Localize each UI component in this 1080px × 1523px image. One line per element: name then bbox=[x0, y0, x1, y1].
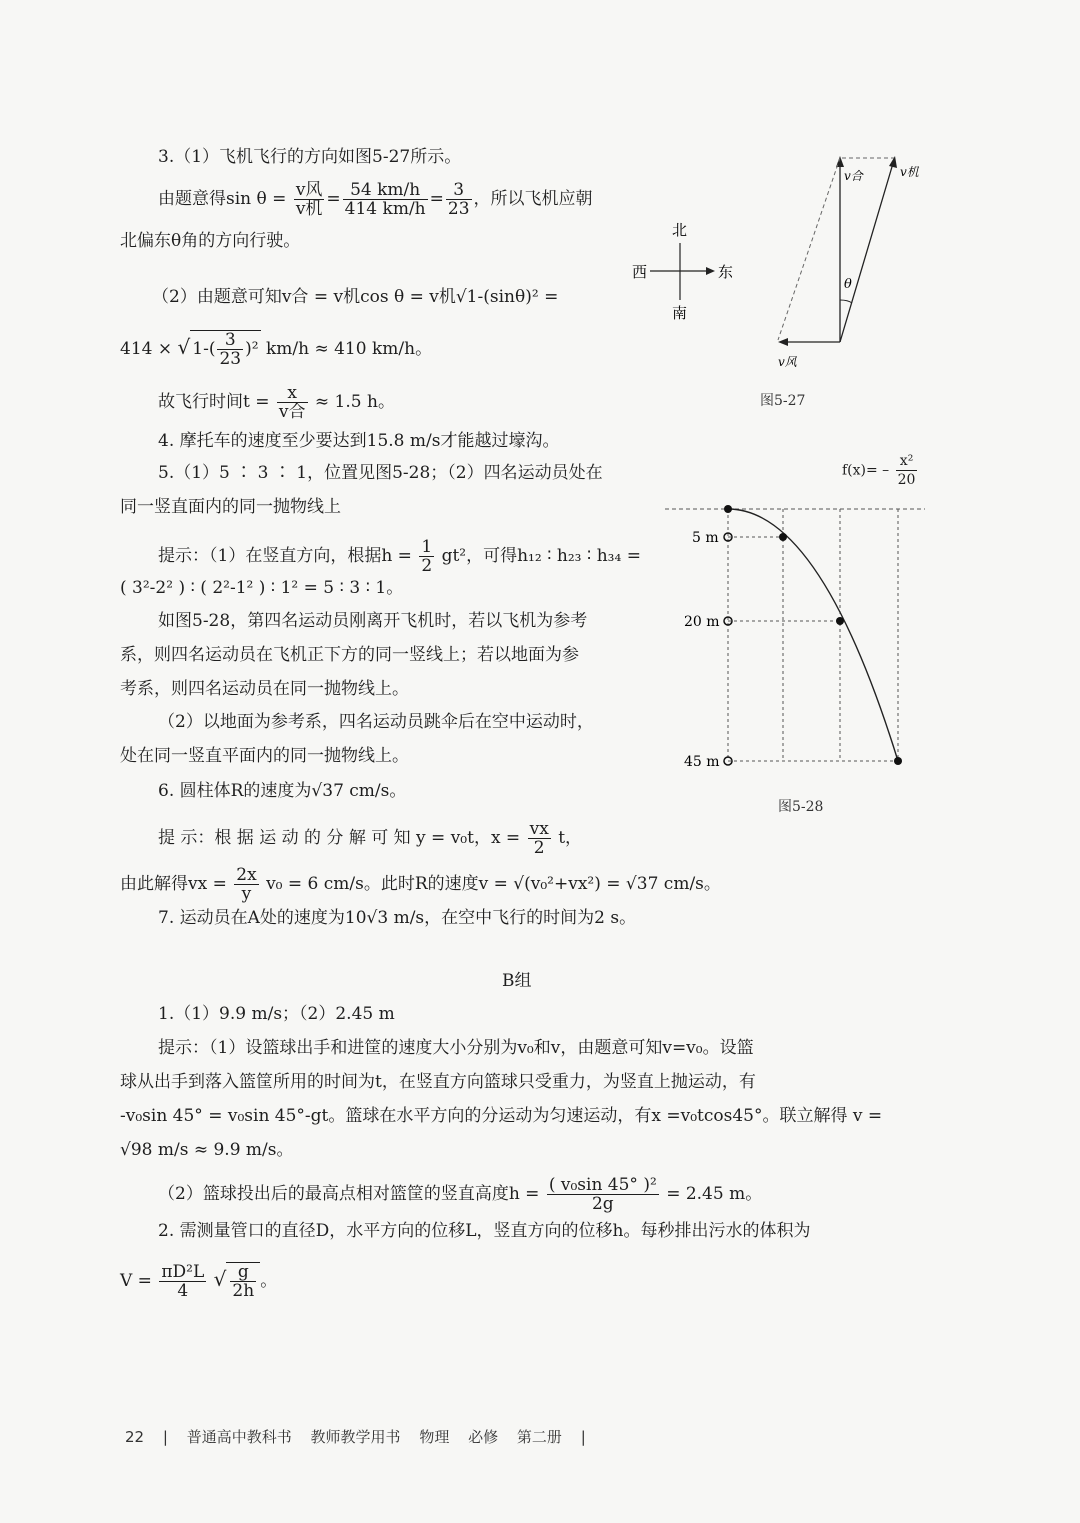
fraction: $\frac{2x}{y}$ bbox=[236, 865, 257, 904]
compass-south: 南 bbox=[672, 304, 688, 322]
fraction: $\frac{1}{2}$ bbox=[421, 537, 433, 576]
compass-north: 北 bbox=[672, 221, 688, 239]
fraction: $\frac{3}{23}$ bbox=[447, 180, 470, 219]
p7-line: 7. 运动员在A处的速度为10√3 m/s，在空中飞行的时间为2 s。 bbox=[158, 908, 637, 928]
p3-line1: 3.（1）飞机飞行的方向如图5-27所示。 bbox=[158, 147, 462, 167]
p3-line2: 由题意得sin θ = $\frac{\text{v风}}{\text{v机}}$ = $\frac{54 km/h}{414 km/h}$ = $\frac{3}{23}$ ，所以飞机应朝 bbox=[158, 180, 593, 219]
compass-east: 东 bbox=[718, 263, 734, 281]
figure-5-27 bbox=[760, 150, 940, 380]
p6-hint2: 由此解得vx = $\frac{2x}{y}$ v₀ = 6 cm/s。此时R的速度v = √(v₀²+vx²) = √37 cm/s。 bbox=[120, 865, 721, 904]
ylabel-45m: 45 m bbox=[684, 754, 720, 770]
groupB-title: B组 bbox=[502, 971, 532, 991]
groupB-h3: -v₀sin 45° = v₀sin 45°-gt。篮球在水平方向的分运动为匀速运动，有x =v₀tcos45°。联立解得 v = bbox=[120, 1106, 883, 1126]
groupB-h4: √98 m/s ≈ 9.9 m/s。 bbox=[120, 1140, 294, 1160]
fig528-function: f(x)= – $\frac{\text{x²}}{20}$ bbox=[842, 453, 916, 488]
p5-hint2: ( 3²-2² ) ∶ ( 2²-1² ) ∶ 1² = 5 ∶ 3 ∶ 1。 bbox=[120, 578, 404, 598]
fraction: $\frac{3}{23}$ bbox=[219, 330, 242, 369]
jumper-4 bbox=[894, 757, 902, 765]
groupB-h2: 球从出手到落入篮筐所用的时间为t，在竖直方向篮球只受重力，为竖直上抛运动，有 bbox=[120, 1072, 756, 1092]
fraction: $\frac{vx}{2}$ bbox=[529, 819, 549, 858]
ylabel-20m: 20 m bbox=[684, 614, 720, 630]
p4-line: 4. 摩托车的速度至少要达到15.8 m/s才能越过壕沟。 bbox=[158, 431, 560, 451]
jumper-3 bbox=[836, 617, 844, 625]
p3-line5: 414 × √ 1-( $\frac{3}{23}$ )² km/h ≈ 410 km/h。 bbox=[120, 330, 433, 369]
fraction: $\frac{\text{x²}}{20}$ bbox=[897, 453, 916, 488]
groupB-h1: 提示：（1）设篮球出手和进筐的速度大小分别为v₀和v，由题意可知v=v₀。设篮 bbox=[158, 1038, 754, 1058]
compass-diagram bbox=[620, 215, 740, 325]
fraction: $\frac{g}{2h}$ bbox=[232, 1262, 255, 1301]
p3-line6: 故飞行时间t = $\frac{x}{\text{v合}}$ ≈ 1.5 h。 bbox=[158, 383, 395, 422]
p5-hint1: 提示：（1）在竖直方向，根据h = $\frac{1}{2}$ gt²，可得h₁₂ ∶ h₂₃ ∶ h₃₄ = bbox=[158, 537, 641, 576]
fraction: $\frac{\text{πD²L}}{4}$ bbox=[161, 1262, 205, 1301]
compass-west: 西 bbox=[632, 263, 648, 281]
p5-para4: （2）以地面为参考系，四名运动员跳伞后在空中运动时， bbox=[158, 712, 594, 732]
fraction: $\frac{54 km/h}{414 km/h}$ bbox=[344, 180, 426, 219]
ylabel-5m: 5 m bbox=[692, 530, 719, 546]
page-number: 22 bbox=[125, 1428, 145, 1446]
figure-5-28 bbox=[660, 495, 930, 780]
figure-5-27-caption: 图5-27 bbox=[760, 393, 806, 409]
volume: 第二册 bbox=[516, 1428, 562, 1446]
fraction: $\frac{\text{( v₀sin 45° )²}}{2g}$ bbox=[548, 1175, 657, 1214]
label-theta: θ bbox=[844, 277, 852, 292]
p5-para3: 考系，则四名运动员在同一抛物线上。 bbox=[120, 679, 409, 699]
jumper-2 bbox=[779, 533, 787, 541]
p5-para2: 系，则四名运动员在飞机正下方的同一竖线上；若以地面为参 bbox=[120, 645, 579, 665]
p6-line1: 6. 圆柱体R的速度为√37 cm/s。 bbox=[158, 781, 407, 801]
p5-line2: 同一竖直面内的同一抛物线上 bbox=[120, 497, 341, 517]
groupB-h5: （2）篮球投出后的最高点相对篮筐的竖直高度h = $\frac{\text{( v₀sin 45° )²}}{2g}$ = 2.45 m。 bbox=[158, 1175, 763, 1214]
separator: | bbox=[580, 1428, 586, 1446]
label-v-feng: v风 bbox=[778, 355, 797, 369]
figure-5-28-caption: 图5-28 bbox=[778, 799, 824, 815]
required: 必修 bbox=[468, 1428, 499, 1446]
p3-line4: （2）由题意可知v合 = v机cos θ = v机√1-(sinθ)² = bbox=[152, 287, 559, 307]
p3-line3: 北偏东θ角的方向行驶。 bbox=[120, 231, 301, 251]
book-name: 普通高中教科书 bbox=[186, 1428, 292, 1446]
subject: 物理 bbox=[419, 1428, 450, 1446]
groupB-q1: 1.（1）9.9 m/s；（2）2.45 m bbox=[158, 1004, 395, 1024]
fraction: $\frac{x}{\text{v合}}$ bbox=[278, 383, 306, 422]
label-v-he: v合 bbox=[844, 169, 863, 183]
p5-para5: 处在同一竖直平面内的同一抛物线上。 bbox=[120, 746, 409, 766]
p5-para1: 如图5-28，第四名运动员刚离开飞机时，若以飞机为参考 bbox=[158, 611, 588, 631]
book-type: 教师教学用书 bbox=[310, 1428, 401, 1446]
p6-hint1: 提 示：根 据 运 动 的 分 解 可 知 y = v₀t，x = $\frac{vx}{2}$ t， bbox=[158, 819, 583, 858]
jumper-1 bbox=[724, 505, 732, 513]
separator: | bbox=[162, 1428, 168, 1446]
page-footer bbox=[125, 1426, 600, 1447]
label-v-ji: v机 bbox=[900, 165, 919, 179]
fraction: $\frac{\text{v风}}{\text{v机}}$ bbox=[295, 180, 323, 219]
p5-line1: 5.（1）5 ∶ 3 ∶ 1，位置见图5-28；（2）四名运动员处在 bbox=[158, 463, 603, 483]
groupB-q2-formula: V = $\frac{\text{πD²L}}{4}$ √ $\frac{g}{2h}$ 。 bbox=[120, 1262, 278, 1301]
groupB-q2: 2. 需测量管口的直径D，水平方向的位移L，竖直方向的位移h。每秒排出污水的体积为 bbox=[158, 1221, 811, 1241]
